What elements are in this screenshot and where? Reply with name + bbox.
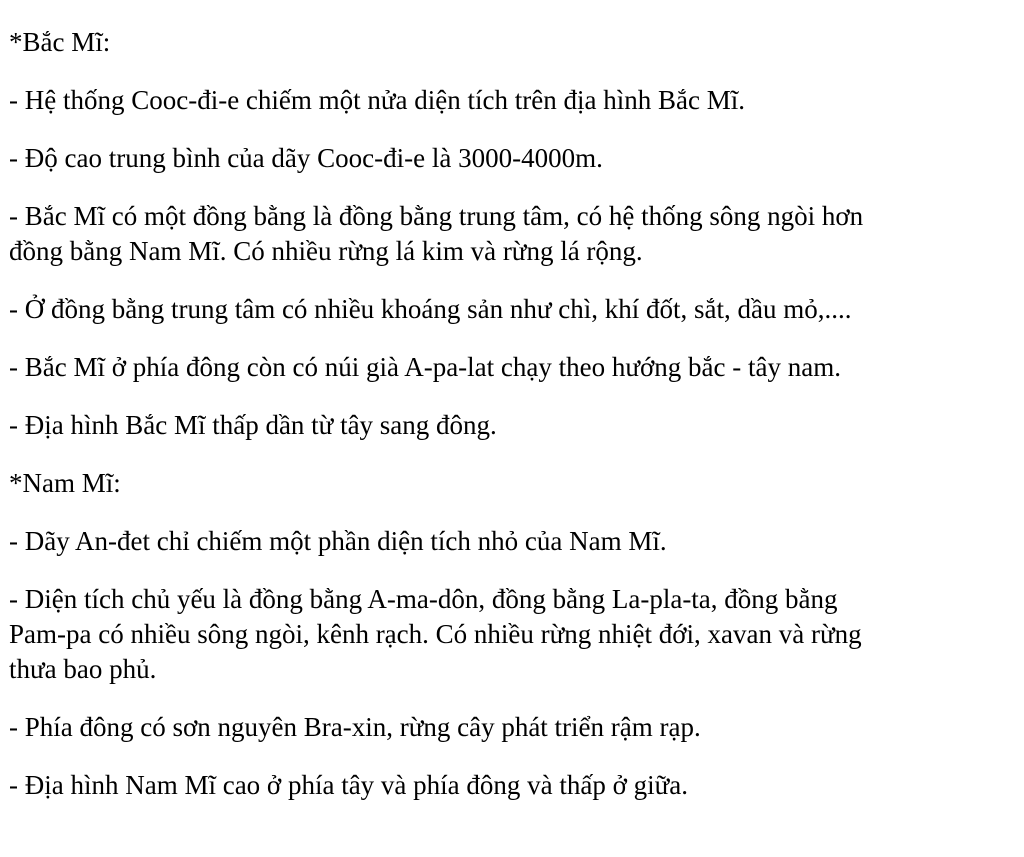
- text-line: - Ở đồng bằng trung tâm có nhiều khoáng sản như chì, khí đốt, sắt, dầu mỏ,....: [9, 294, 852, 324]
- text-line: - Địa hình Nam Mĩ cao ở phía tây và phía đông và thấp ở giữa.: [9, 770, 689, 800]
- paragraph-brazil-plateau: [9, 710, 1014, 745]
- text-line: thưa bao phủ.: [9, 654, 157, 684]
- section-heading-south-america: *Nam Mĩ:: [9, 468, 121, 498]
- paragraph-cordillera-height: [9, 141, 1014, 176]
- text-line: - Địa hình Bắc Mĩ thấp dần từ tây sang đông.: [9, 410, 497, 440]
- paragraph-plains: [9, 582, 1014, 687]
- text-line: Pam-pa có nhiều sông ngòi, kênh rạch. Có nhiều rừng nhiệt đới, xavan và rừng: [9, 619, 862, 649]
- paragraph-minerals: [9, 292, 1014, 327]
- text-line: - Bắc Mĩ ở phía đông còn có núi già A-pa-lat chạy theo hướng bắc - tây nam.: [9, 352, 841, 382]
- text-line: đồng bằng Nam Mĩ. Có nhiều rừng lá kim và rừng lá rộng.: [9, 236, 643, 266]
- paragraph-north-relief: [9, 408, 1014, 443]
- paragraph-south-relief: [9, 768, 1014, 803]
- paragraph-cordillera-area: [9, 83, 1014, 118]
- text-line: - Độ cao trung bình của dãy Cooc-đi-e là 3000-4000m.: [9, 143, 603, 173]
- text-line: - Hệ thống Cooc-đi-e chiếm một nửa diện tích trên địa hình Bắc Mĩ.: [9, 85, 745, 115]
- section-heading-north-america: *Bắc Mĩ:: [9, 27, 111, 57]
- document-body: [9, 25, 1014, 803]
- paragraph-andes: [9, 524, 1014, 559]
- text-line: - Bắc Mĩ có một đồng bằng là đồng bằng trung tâm, có hệ thống sông ngòi hơn: [9, 201, 864, 231]
- paragraph-appalachian: [9, 350, 1014, 385]
- text-line: - Dãy An-đet chỉ chiếm một phần diện tích nhỏ của Nam Mĩ.: [9, 526, 667, 556]
- text-line: - Diện tích chủ yếu là đồng bằng A-ma-dôn, đồng bằng La-pla-ta, đồng bằng: [9, 584, 838, 614]
- paragraph-central-plain: [9, 199, 1014, 269]
- text-line: - Phía đông có sơn nguyên Bra-xin, rừng cây phát triển rậm rạp.: [9, 712, 701, 742]
